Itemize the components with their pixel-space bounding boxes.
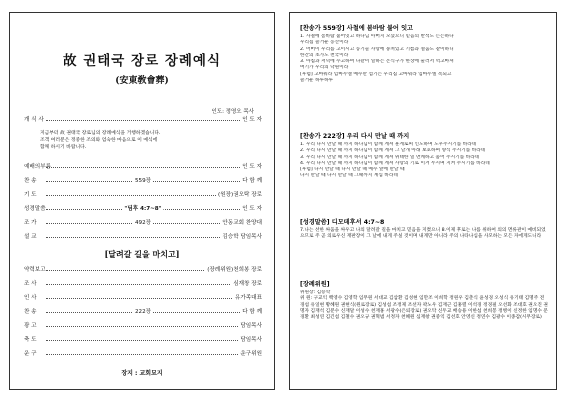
program-row [24, 336, 262, 345]
committee-section [300, 279, 548, 321]
program-role: 운구위원 [240, 351, 262, 357]
dotted-leader [46, 181, 262, 182]
hymn-line: 2. 어버이 우리를 고이시고 동기들 사랑에 뭉쳐있고 기쁨과 설움도 같이하니 [300, 46, 454, 52]
burial-site: 장지 : 교회묘지 [121, 370, 163, 377]
program-label: 약력보고 [24, 267, 46, 273]
committee-members: 위 원: 구교익 백영수 김영학 임무원 서대교 김삼환 김성현 임만조 이희학 정원우 김춘식 윤성경 오성식 유기태 김명주 전경섭 유일현 황혜원 권현식(원로장로) 김성섭 조정제 조선자 곽노우 김재근 김홍렬 이석경 정경필 오선화 조대호 권오진 권명자 김재석 김분수 신재달 이성수 천재홍 서광수(은퇴장로) 권오탁 신두교 배승용 이한섭 천희봉 정병이 신정한 임명수 문경환 최성연 김긴섭 김철수 권오규 권혁범 서정자 천혜원 심재창 권중익 김선호 안영신 정연수 김광수 이종갑(시무장로) [300, 296, 548, 321]
program-role: 다 함 께 [242, 309, 262, 315]
program-role: (장례위원)천희봉 장로 [207, 267, 262, 273]
program-role: 담임목사 [240, 337, 262, 343]
opening-text-line: 조객 여러분은 정중한 조의와 엄숙한 마음으로 이 예식에 [40, 138, 158, 143]
program-role: 안동교회 찬양대 [222, 220, 262, 226]
program-row [24, 233, 262, 242]
hymn-chorus-line: 즐거운 하루하루 [300, 78, 334, 84]
program-row [24, 280, 262, 289]
hymn-line: 여기가 우리의 낙원이라 [300, 65, 349, 71]
program-label: 축 도 [24, 337, 37, 343]
program-row [24, 191, 262, 200]
program-row [24, 294, 262, 303]
program-label: 찬 송 [24, 309, 37, 315]
committee-chair: 위원장: 김승학 [300, 290, 331, 295]
program-label: 운 구 [24, 351, 37, 357]
dotted-leader [46, 167, 262, 168]
page-subtitle: (安東敎會葬) [115, 76, 169, 86]
program-detail: 222장 [134, 309, 152, 315]
committee-title: [장례위원] [300, 281, 330, 288]
program-row [24, 205, 262, 214]
opening-text [40, 130, 250, 151]
dotted-leader [46, 326, 262, 327]
program-label: 광 고 [24, 323, 37, 329]
program-role: 인 도 자 [242, 206, 262, 212]
program-role: 심재창 장로 [233, 281, 262, 287]
scripture-title: [성경말씀] 디모데후서 4:7~8 [300, 219, 385, 226]
hymn-line: 3. 아침과 저녁에 수고하여 다같이 일하는 온식구가 한상에 둘러서 먹고마셔 [300, 59, 454, 65]
hymn-line: 1. 사철에 봄바람 불어잇고 하나님 아버지 모셨으니 믿음의 반석도 든든하다 [300, 34, 454, 39]
dotted-leader [46, 312, 262, 313]
program-row [24, 350, 262, 359]
program-role: 김승학 담임목사 [222, 234, 262, 240]
hymn-chorus-line: [후렴] 다시 만날 때 다시 만날 때 예수 앞에 만날 때 [300, 167, 405, 173]
program-row [24, 219, 262, 228]
hymn-chorus-line: 다시 만날 때 다시 만날 때 그때까지 계심 바라네 [300, 173, 398, 179]
hymn-line: 4. 우리 다시 만날 때 까지 하나님이 함께 계셔 사랑의 기로 이겨 두시며 지켜 주시기를 바라네 [300, 160, 490, 166]
program-row [24, 322, 262, 331]
program-row-opening [24, 116, 262, 125]
program-role: 유가족대표 [234, 295, 262, 301]
program-label: 기 도 [24, 192, 37, 198]
program-detail: "딤후 4:7~8" [124, 206, 162, 212]
dotted-leader [46, 284, 262, 285]
hymn-chorus-line: [후렴] 고마워라 임마누엘 예수만 섬기는 우리집 고마워라 임마누엘 복되고 [300, 71, 452, 77]
program-detail: 559장 [134, 178, 152, 184]
hymn-line: 2. 우리 다시 만날 때 까지 하나님이 함께 계셔 그 날개 아래 보호하며 양식 주시기를 바라네 [300, 148, 486, 154]
program-row [24, 163, 262, 172]
program-role: 다 함 께 [242, 178, 262, 184]
hymn-559-section [300, 23, 548, 84]
program-role: (원장)권오탁 장로 [218, 192, 262, 198]
program-row [24, 308, 262, 317]
program-label: 성경말씀 [24, 206, 46, 212]
hymn-title: [찬송가 559장] 사철에 봄바람 불어 잇고 [300, 25, 414, 32]
program-label: 조 가 [24, 220, 37, 226]
dotted-leader [46, 340, 262, 341]
page-title: 故 권태국 장로 장례예식 [63, 53, 221, 69]
scripture-section [300, 217, 548, 241]
hymn-line: 1. 우리 다시 만날 때 까지 하나님이 함께 계셔 훈계로써 인도하며 도우주시기를 바라네 [300, 142, 477, 147]
dotted-leader [46, 298, 262, 299]
dotted-leader [46, 120, 262, 121]
officiant-label: 인도: 정영오 목사 [211, 109, 254, 115]
program-role: 인 도 자 [242, 164, 262, 170]
hymn-title: [찬송가 222장] 우리 다시 만날 때 까지 [300, 133, 410, 140]
program-detail: 492장 [134, 220, 152, 226]
hymn-222-section [300, 131, 548, 180]
program-role: 인 도 자 [242, 117, 262, 123]
program-row [24, 266, 262, 275]
program-label: 인 사 [24, 295, 37, 301]
dotted-leader [46, 354, 262, 355]
scripture-text: 7.나는 선한 싸움을 싸우고 나의 달려갈 길을 마치고 믿음을 지켰으니 8.이제 후로는 나를 위하여 의의 면류관이 예비되었으므로 주 곧 의로우신 재판장이 그 날에 내게 주실 것이며 내게만 아니라 주의 나타나심을 사모하는 모든 자에게도니라 [300, 228, 546, 240]
program-label: 찬 송 [24, 178, 37, 184]
program-label: 설 교 [24, 234, 37, 240]
hymns-panel [289, 12, 557, 390]
program-role: 담임목사 [240, 323, 262, 329]
program-label: 예배의부름 [24, 164, 52, 170]
sermon-title: [달려갈 길을 마치고] [104, 249, 180, 259]
opening-text-line: 함께 하시기 바랍니다. [40, 145, 87, 150]
order-of-service-panel [9, 12, 275, 390]
opening-text-line: 지금부터 故 권태국 장로님의 장례예식을 거행하겠습니다. [40, 131, 161, 136]
hymn-line: 3. 우리 다시 만날 때 까지 하나님이 함께 계셔 위태한 일 면케하고 품어 주시기를 바라네 [300, 154, 480, 160]
program-label: 조 사 [24, 281, 37, 287]
hymn-line: 우리집 즐거운 동산이라 [300, 40, 349, 46]
hymn-line: 한간의 초가도 천국이라 [300, 52, 349, 58]
program-row [24, 177, 262, 186]
program-label: 개 식 사 [24, 117, 44, 123]
